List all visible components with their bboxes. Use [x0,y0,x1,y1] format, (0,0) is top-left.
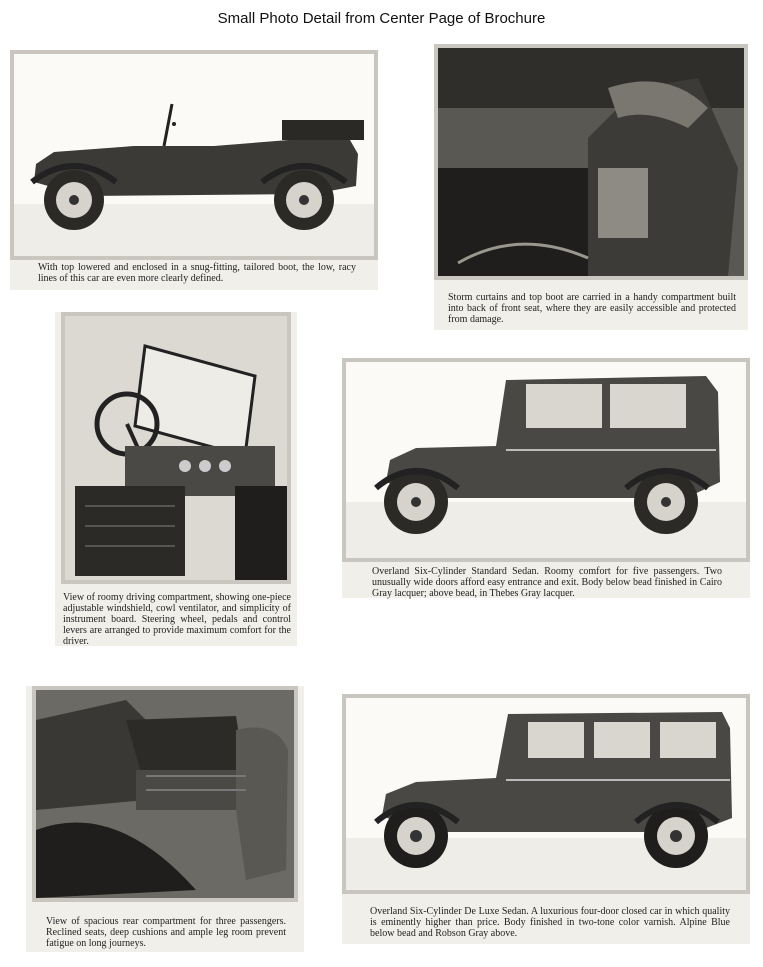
standard-sedan-photo [342,358,750,562]
photo-card-deluxe-sedan [342,694,750,944]
caption-rear-compartment: View of spacious rear compartment for three passengers. Reclined seats, deep cushions and ample leg room prevent fatigue on long journeys. [46,916,286,949]
photo-card-storm-curtains [434,44,748,330]
photo-card-touring [10,50,378,290]
caption-deluxe-sedan: Overland Six-Cylinder De Luxe Sedan. A luxurious four-door closed car in which quality is eminently higher than price. Body finished in two-tone color varnish. Alpine Blue below bead and Robson Gray above. [370,906,730,939]
photo-card-standard-sedan [342,358,750,598]
rear-compartment-photo [32,686,298,902]
photo-card-driving-compartment [55,312,297,646]
photo-card-rear-compartment [26,686,304,952]
caption-driving-compartment: View of roomy driving compartment, showing one-piece adjustable windshield, cowl ventilator, and simplicity of instrument board. Steering wheel, pedals and control levers are arranged to provide maximum comfort for the driver. [63,592,291,647]
storm-curtains-photo [434,44,748,280]
deluxe-sedan-photo [342,694,750,894]
driving-compartment-photo [61,312,291,584]
touring-car-photo [10,50,378,260]
page-title: Small Photo Detail from Center Page of Brochure [217,10,546,27]
caption-touring: With top lowered and enclosed in a snug-fitting, tailored boot, the low, racy lines of this car are even more clearly defined. [38,262,356,284]
caption-standard-sedan: Overland Six-Cylinder Standard Sedan. Roomy comfort for five passengers. Two unusually wide doors afford easy entrance and exit. Body below bead finished in Cairo Gray lacquer; above bead, in Thebes Gray lacquer. [372,566,722,599]
caption-storm-curtains: Storm curtains and top boot are carried in a handy compartment built into back of front seat, where they are easily accessible and protected from damage. [448,292,736,325]
